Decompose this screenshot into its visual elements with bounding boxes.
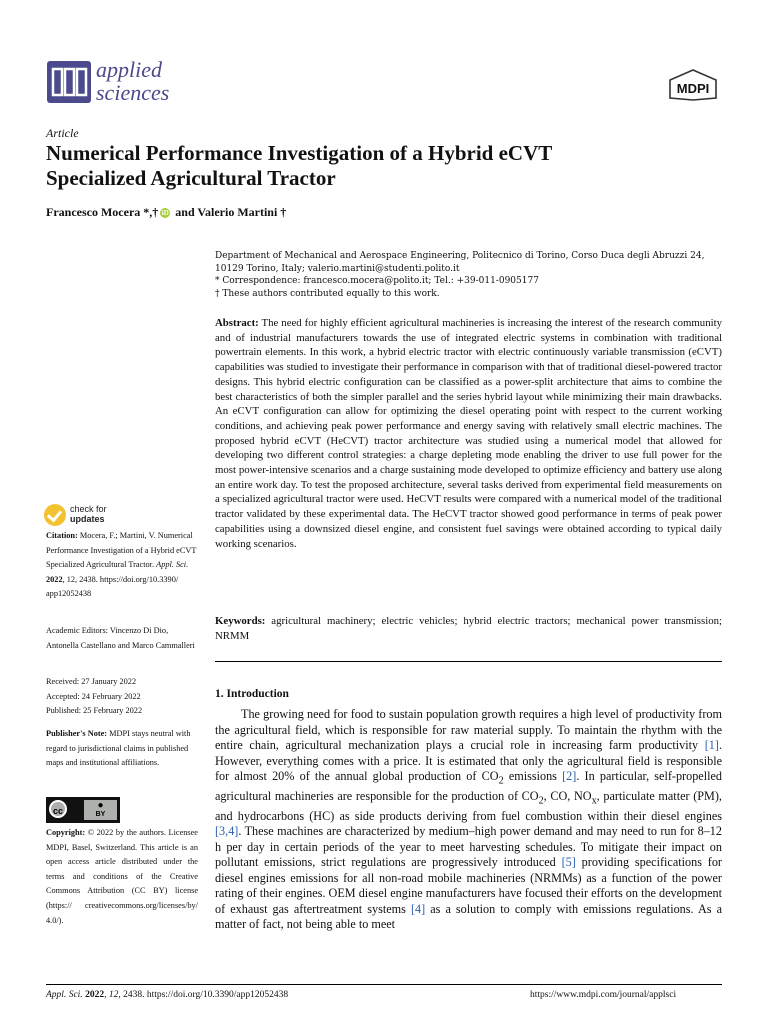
checkmark-icon — [44, 504, 66, 526]
mdpi-logo-icon — [666, 68, 720, 102]
copyright-block: Copyright: © 2022 by the authors. Licensee MDPI, Basel, Switzerland. This article is an open access article distributed under the terms and conditions of the Creative Commons Attribution (CC BY) license (https:// creativecommons.org/licenses/by/ 4.0/). — [46, 828, 198, 925]
keywords: Keywords: agricultural machinery; electric vehicles; hybrid electric tractors; mechanical power transmission; NRMM — [215, 615, 722, 642]
academic-editors: Academic Editors: Vincenzo Di Dio, Antonella Castellano and Marco Cammalleri — [46, 626, 195, 650]
article-type: Article — [46, 126, 79, 140]
footer-divider — [46, 984, 722, 985]
cc-by-license-icon[interactable]: cc ● BY — [46, 797, 120, 823]
publisher-note: Publisher's Note: MDPI stays neutral with regard to jurisdictional claims in published maps and institutional affiliations. — [46, 729, 191, 768]
footer-citation: Appl. Sci. 2022, 12, 2438. https://doi.org/10.3390/app12052438 — [46, 990, 289, 1000]
abstract: Abstract: The need for highly efficient agricultural machineries is increasing the interest of the research community and of industrial manufacturers towards the use of integrated electric systems in combination with traditional powertrain elements. In this work, a hybrid electric tractor with electric continuously variable transmission (eCVT) capabilities was studied to investigate their performance in comparison with that of traditional diesel-powered tractor designs. This hybrid electric configuration can be classified as a power-split architecture that aims to combine the best characteristics of both the simpler parallel and the series hybrid layout while minimizing their main drawbacks. An eCVT configuration can allow for optimizing the diesel operating point with respect to the current working conditions, and achieving peak power performance and energy saving with relatively small electric machines. The proposed hybrid eCVT (HeCVT) tractor architecture was studied using a numerical model that allowed for developing two different control strategies: a charge depleting mode enabling the driver to use full power for the most power-intensive scenarios and a charge sustaining mode developed to optimize efficiency and battery use along an entire work day. To test the proposed architecture, several tasks derived from experimental field measurements on a specialized agricultural tractor were used. HeCVT results were compared with a numerical model of the traditional tractor validated by these experimental data. The HeCVT tractor showed good performance in terms of peak power capabilities using a downsized diesel engine, and consistent fuel savings were obtained according to typical daily working scenarios. — [215, 317, 722, 550]
reference-link[interactable]: [2] — [562, 769, 577, 783]
journal-logo-icon — [46, 60, 92, 104]
section-heading: 1. Introduction — [215, 688, 289, 700]
orcid-icon[interactable]: iD — [161, 209, 169, 217]
reference-link[interactable]: [4] — [410, 901, 426, 916]
publication-dates: Received: 27 January 2022 Accepted: 24 February 2022 Published: 25 February 2022 — [46, 677, 143, 716]
citation-block: Citation: Mocera, F.; Martini, V. Numerical Performance Investigation of a Hybrid eCVT Specialized Agricultural Tractor. Appl. Sci. 2022, 12, 2438. https://doi.org/10.3390/ app12052438 — [46, 531, 197, 599]
reference-link[interactable]: [3,4] — [215, 824, 239, 839]
reference-link[interactable]: [5] — [561, 855, 576, 870]
authors: Francesco Mocera *,† iD and Valerio Martini † — [46, 205, 287, 219]
check-for-updates-label: check for updates — [70, 504, 107, 524]
journal-url-link[interactable]: https://www.mdpi.com/journal/applsci — [530, 990, 677, 1000]
intro-paragraph: The growing need for food to sustain population growth requires a high level of productivity from the agricultural field, which is responsible for raw material supply. To maintain the rhythm with the entire chain, agricultural mechanization plays a crucial role in increasing farm productivity [1]. However, everything comes with a price. It is estimated that only the agricultural field is responsible for almost 20% of the annual global production of $CO_2$ emissions [2]. In particular, self-propelled agricultural machineries are responsible for the production of $CO_2$, CO, $NO_x$, particulate matter (PM), and hydrocarbons (HC) as side products deriving from fuel combustion within their diesel engines [3,4]. These machines are characterized by medium–high power demand and may need to run for 8–12 h per day in certain periods of the year to meet harvesting schedules. To mitigate their impact on pollutant emissions, strict regulations are progressively introduced [5] providing specifications for diesel engines emissions for all non-road mobile machineries (NRMMs) as a function of the power rating of their engines. OEM diesel engine manufacturers have focused their efforts on the development of exhaust gas aftertreatment systems [4] as a solution to comply with emissions regulations. As a matter of fact, not being able to meet — [215, 707, 722, 932]
article-title: Numerical Performance Investigation of a Hybrid eCVT Specialized Agricultural Tractor — [46, 141, 553, 190]
affiliations: Department of Mechanical and Aerospace Engineering, Politecnico di Torino, Corso Duca degli Abruzzi 24, 10129 Torino, Italy; valerio.martini@studenti.polito.it * Correspondence: francesco.mocera@polito.it; Tel.: +39-011-0905177 † These authors contributed equally to this work. — [215, 251, 705, 299]
reference-link[interactable]: [1] — [704, 738, 719, 752]
check-for-updates-button[interactable] — [44, 504, 154, 530]
svg-text:MDPI: MDPI — [676, 81, 710, 96]
section-divider — [215, 661, 722, 662]
journal-name: applied sciences — [96, 57, 170, 105]
